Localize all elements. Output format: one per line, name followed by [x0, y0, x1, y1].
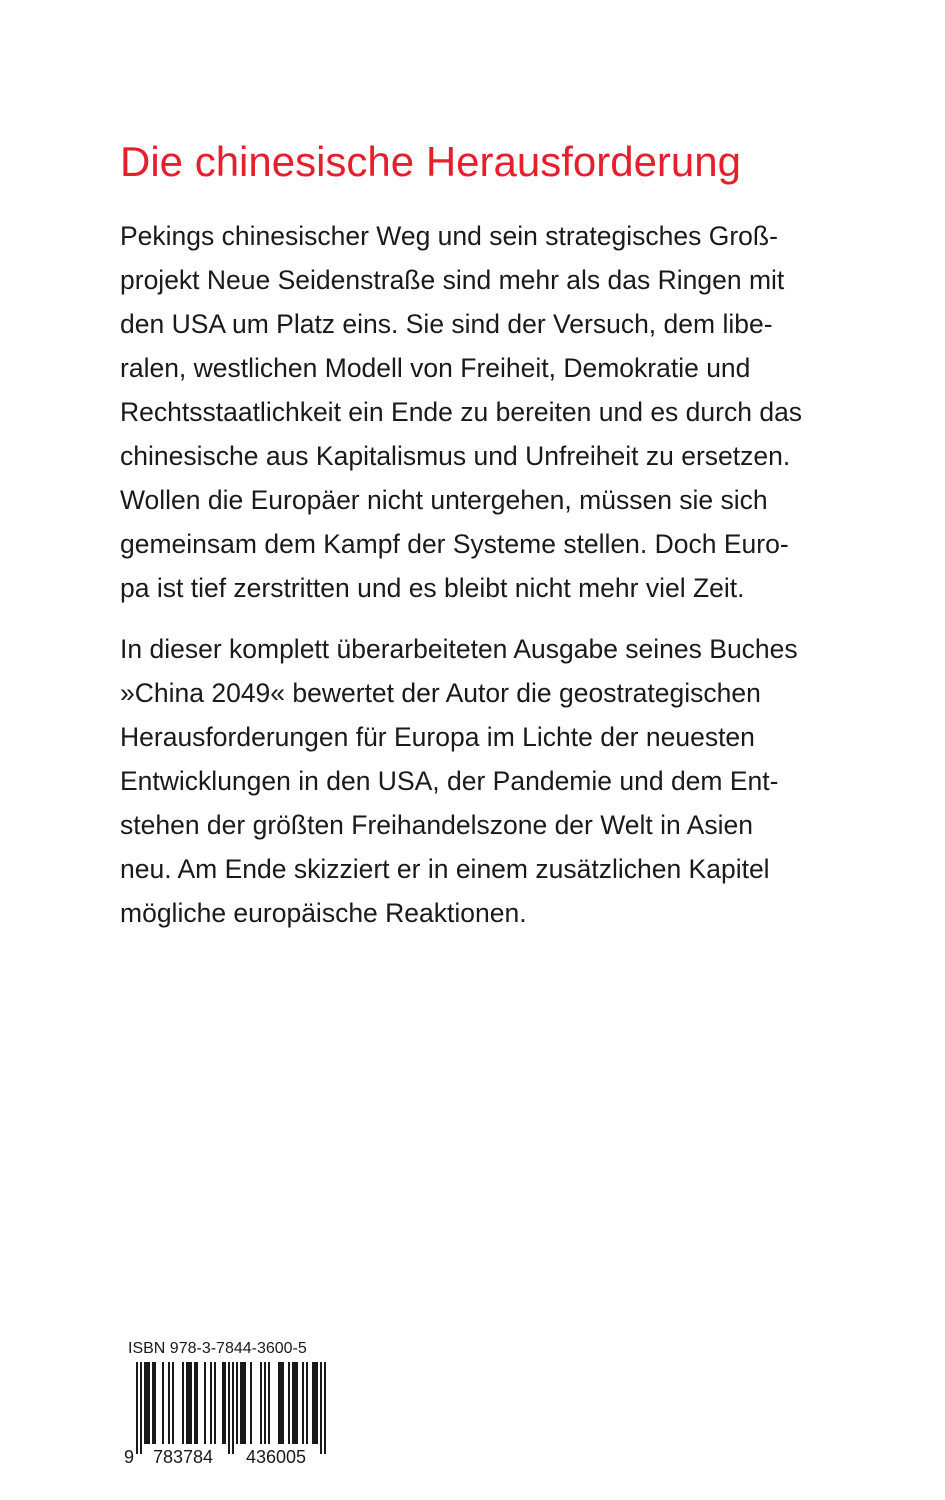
text-line: Entwicklungen in den USA, der Pandemie und dem Ent-: [120, 766, 779, 796]
isbn-label: ISBN 978-3-7844-3600-5: [128, 1340, 307, 1357]
text-line: mögliche europäische Reaktionen.: [120, 898, 527, 928]
barcode-bar: [260, 1362, 262, 1444]
barcode-digit-lead: 9: [123, 1447, 135, 1466]
barcode-bar: [204, 1362, 206, 1444]
barcode-bar: [152, 1362, 156, 1444]
barcode-bar: [268, 1362, 270, 1444]
barcode-bar: [194, 1362, 198, 1444]
text-line: Herausforderungen für Europa im Lichte der neuesten: [120, 722, 755, 752]
barcode-bar: [186, 1362, 192, 1444]
barcode-bar: [236, 1362, 238, 1444]
blurb-paragraph-1: [120, 214, 840, 610]
blurb-text: [120, 214, 840, 952]
text-line: Pekings chinesischer Weg und sein strategisches Groß-: [120, 221, 778, 251]
barcode-digits-left: 783784: [152, 1447, 214, 1466]
text-line: Rechtsstaatlichkeit ein Ende zu bereiten und es durch das: [120, 397, 803, 427]
barcode: [122, 1362, 342, 1466]
barcode-bar: [278, 1362, 284, 1444]
barcode-bar: [182, 1362, 184, 1444]
text-line: chinesische aus Kapitalismus und Unfreiheit zu ersetzen.: [120, 441, 791, 471]
text-line: ralen, westlichen Modell von Freiheit, Demokratie und: [120, 353, 751, 383]
barcode-bar: [162, 1362, 164, 1444]
text-line: stehen der größten Freihandelszone der Welt in Asien: [120, 810, 753, 840]
barcode-bar: [264, 1362, 266, 1444]
barcode-guard-bar: [232, 1362, 234, 1454]
barcode-bar: [168, 1362, 170, 1444]
barcode-guard-bar: [228, 1362, 230, 1454]
barcode-bar: [312, 1362, 318, 1444]
headline: Die chinesische Herausforderung: [120, 138, 741, 185]
barcode-bar: [240, 1362, 246, 1444]
barcode-bar: [210, 1362, 212, 1444]
barcode-bar: [302, 1362, 304, 1444]
barcode-bar: [144, 1362, 150, 1444]
text-line: pa ist tief zerstritten und es bleibt nicht mehr viel Zeit.: [120, 573, 745, 603]
barcode-guard-bar: [320, 1362, 322, 1454]
text-line: »China 2049« bewertet der Autor die geostrategischen: [120, 678, 761, 708]
text-line: neu. Am Ende skizziert er in einem zusätzlichen Kapitel: [120, 854, 770, 884]
barcode-guard-bar: [140, 1362, 142, 1454]
text-line: Wollen die Europäer nicht untergehen, müssen sie sich: [120, 485, 768, 515]
barcode-bar: [250, 1362, 252, 1444]
barcode-bar: [214, 1362, 216, 1444]
barcode-bars: [136, 1362, 326, 1454]
barcode-bar: [292, 1362, 298, 1444]
barcode-bar: [288, 1362, 290, 1444]
text-line: den USA um Platz eins. Sie sind der Versuch, dem libe-: [120, 309, 773, 339]
barcode-bar: [222, 1362, 226, 1444]
text-line: gemeinsam dem Kampf der Systeme stellen. Doch Euro-: [120, 529, 789, 559]
text-line: In dieser komplett überarbeiteten Ausgabe seines Buches: [120, 634, 798, 664]
barcode-bar: [306, 1362, 308, 1444]
barcode-guard-bar: [324, 1362, 326, 1454]
barcode-digits-right: 436005: [245, 1447, 307, 1466]
blurb-paragraph-2: [120, 627, 840, 935]
barcode-guard-bar: [136, 1362, 138, 1454]
text-line: projekt Neue Seidenstraße sind mehr als das Ringen mit: [120, 265, 785, 295]
barcode-bar: [172, 1362, 174, 1444]
